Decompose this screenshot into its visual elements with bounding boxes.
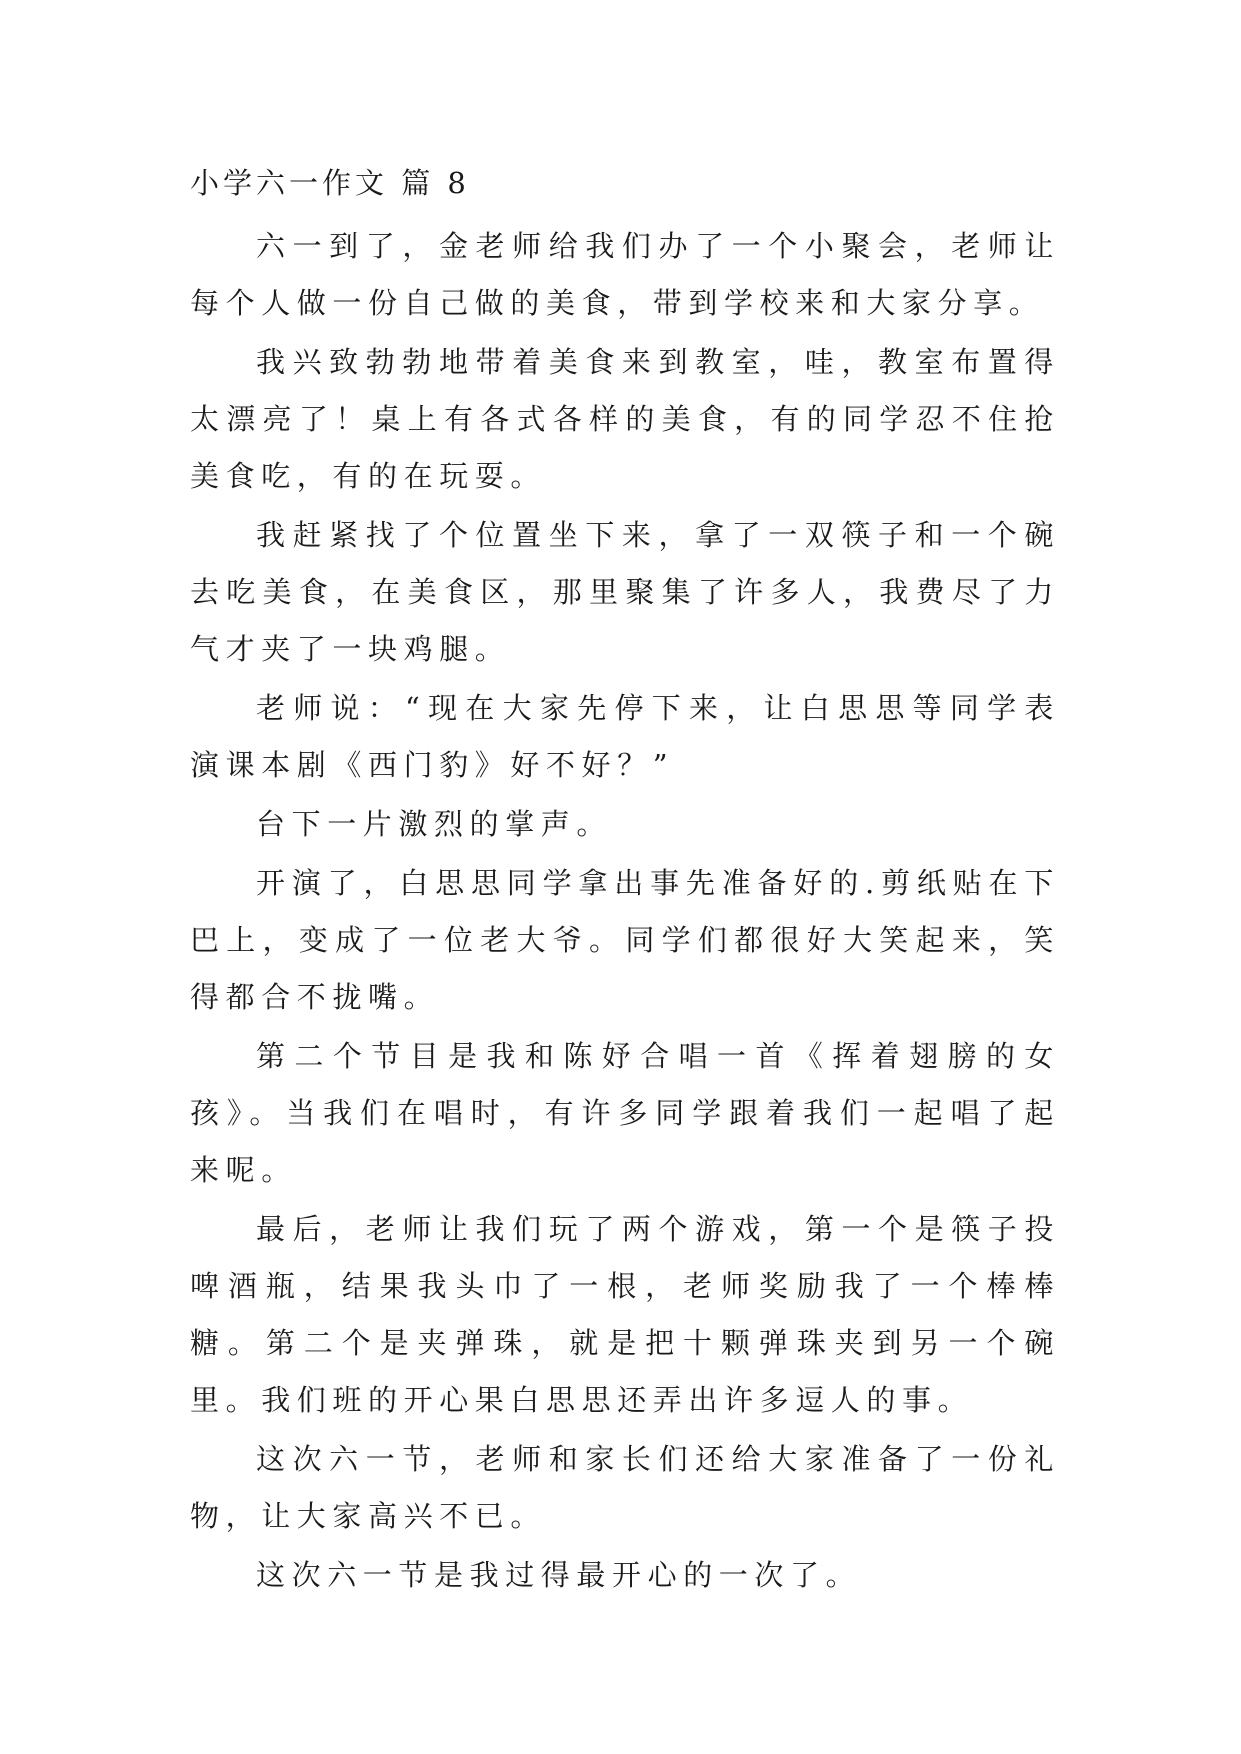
document-page bbox=[190, 162, 1060, 1606]
paragraph: 我兴致勃勃地带着美食来到教室，哇，教室布置得太漂亮了！桌上有各式各样的美食，有的同学忍不住抢美食吃，有的在玩耍。 bbox=[190, 345, 1060, 493]
paragraph: 我赶紧找了个位置坐下来，拿了一双筷子和一个碗去吃美食，在美食区，那里聚集了许多人，我费尽了力气才夹了一块鸡腿。 bbox=[190, 518, 1060, 666]
paragraph: 最后，老师让我们玩了两个游戏，第一个是筷子投啤酒瓶，结果我头巾了一根，老师奖励我了一个棒棒糖。第二个是夹弹珠，就是把十颗弹珠夹到另一个碗里。我们班的开心果白思思还弄出许多逗人的事。 bbox=[190, 1212, 1060, 1417]
paragraph: 第二个节目是我和陈妤合唱一首《挥着翅膀的女孩》。当我们在唱时，有许多同学跟着我们一起唱了起来呢。 bbox=[190, 1039, 1060, 1187]
paragraph: 开演了，白思思同学拿出事先准备好的.剪纸贴在下巴上，变成了一位老大爷。同学们都很好大笑起来，笑得都合不拢嘴。 bbox=[190, 866, 1060, 1014]
document-title: 小学六一作文 篇 8 bbox=[190, 166, 470, 200]
paragraph: 这次六一节是我过得最开心的一次了。 bbox=[256, 1558, 862, 1592]
paragraph: 六一到了，金老师给我们办了一个小聚会，老师让每个人做一份自己做的美食，带到学校来和大家分享。 bbox=[190, 229, 1060, 320]
paragraph: 台下一片激烈的掌声。 bbox=[256, 807, 613, 841]
paragraph: 这次六一节，老师和家长们还给大家准备了一份礼物，让大家高兴不已。 bbox=[190, 1442, 1060, 1533]
paragraph: 老师说：“现在大家先停下来，让白思思等同学表演课本剧《西门豹》好不好？” bbox=[190, 691, 1060, 782]
